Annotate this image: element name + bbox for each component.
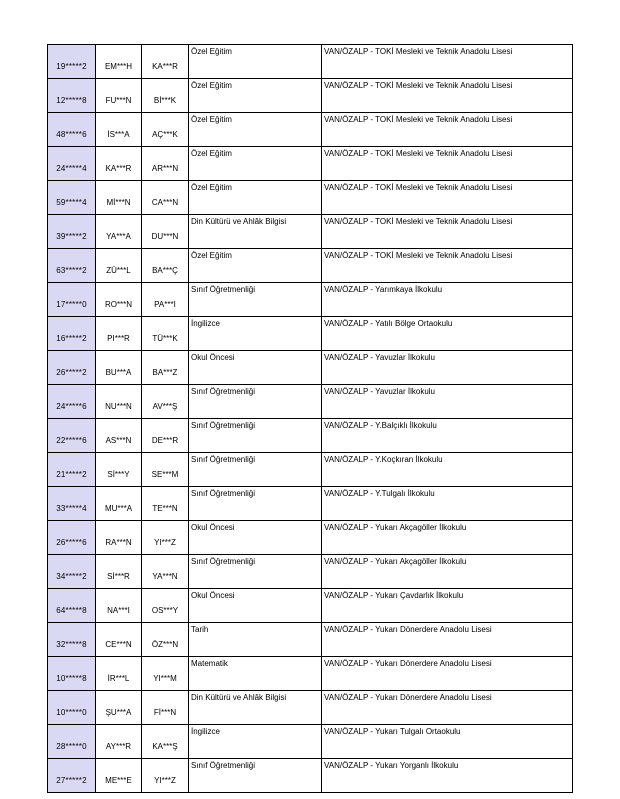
first-name-cell: BU***A: [96, 351, 142, 385]
branch-cell: Matematik: [189, 657, 322, 691]
first-name-cell: KA***R: [96, 147, 142, 181]
table-row: [48, 215, 573, 249]
id-number-cell: 32*****8: [48, 623, 96, 657]
table-row: [48, 147, 573, 181]
first-name-cell: FU***N: [96, 79, 142, 113]
school-cell: VAN/ÖZALP - TOKİ Mesleki ve Teknik Anadolu Lisesi: [322, 79, 573, 113]
id-number-cell: 19*****2: [48, 45, 96, 79]
table-row: [48, 249, 573, 283]
school-cell: VAN/ÖZALP - Yarımkaya İlkokulu: [322, 283, 573, 317]
first-name-cell: Sİ***Y: [96, 453, 142, 487]
branch-cell: İngilizce: [189, 725, 322, 759]
first-name-cell: ME***E: [96, 759, 142, 793]
last-name-cell: BA***Ç: [142, 249, 189, 283]
last-name-cell: DU***N: [142, 215, 189, 249]
school-cell: VAN/ÖZALP - Yatılı Bölge Ortaokulu: [322, 317, 573, 351]
id-number-cell: 17*****0: [48, 283, 96, 317]
last-name-cell: Fİ***N: [142, 691, 189, 725]
last-name-cell: KA***Ş: [142, 725, 189, 759]
last-name-cell: KA***R: [142, 45, 189, 79]
school-cell: VAN/ÖZALP - TOKİ Mesleki ve Teknik Anadolu Lisesi: [322, 249, 573, 283]
school-cell: VAN/ÖZALP - Yukarı Yorganlı İlkokulu: [322, 759, 573, 793]
first-name-cell: İS***A: [96, 113, 142, 147]
branch-cell: Tarih: [189, 623, 322, 657]
school-cell: VAN/ÖZALP - TOKİ Mesleki ve Teknik Anadolu Lisesi: [322, 215, 573, 249]
id-number-cell: 64*****8: [48, 589, 96, 623]
last-name-cell: YA***N: [142, 555, 189, 589]
table-row: [48, 419, 573, 453]
table-row: [48, 45, 573, 79]
table-row: [48, 79, 573, 113]
branch-cell: Sınıf Öğretmenliği: [189, 419, 322, 453]
branch-cell: Okul Öncesi: [189, 521, 322, 555]
id-number-cell: 16*****2: [48, 317, 96, 351]
first-name-cell: NU***N: [96, 385, 142, 419]
table-row: [48, 759, 573, 793]
id-number-cell: 27*****2: [48, 759, 96, 793]
table-row: [48, 351, 573, 385]
last-name-cell: SE***M: [142, 453, 189, 487]
last-name-cell: YI***Z: [142, 759, 189, 793]
first-name-cell: RA***N: [96, 521, 142, 555]
last-name-cell: BA***Z: [142, 351, 189, 385]
last-name-cell: YI***Z: [142, 521, 189, 555]
table-row: [48, 385, 573, 419]
last-name-cell: DE***R: [142, 419, 189, 453]
table-row: [48, 317, 573, 351]
table-row: [48, 453, 573, 487]
id-number-cell: 63*****2: [48, 249, 96, 283]
branch-cell: Okul Öncesi: [189, 351, 322, 385]
first-name-cell: PI***R: [96, 317, 142, 351]
table-row: [48, 691, 573, 725]
branch-cell: Özel Eğitim: [189, 249, 322, 283]
assignment-table: [47, 44, 573, 793]
first-name-cell: AY***R: [96, 725, 142, 759]
id-number-cell: 39*****2: [48, 215, 96, 249]
school-cell: VAN/ÖZALP - Yukarı Çavdarlık İlkokulu: [322, 589, 573, 623]
id-number-cell: 10*****0: [48, 691, 96, 725]
first-name-cell: MU***A: [96, 487, 142, 521]
table-row: [48, 181, 573, 215]
first-name-cell: CE***N: [96, 623, 142, 657]
last-name-cell: TE***N: [142, 487, 189, 521]
branch-cell: Sınıf Öğretmenliği: [189, 555, 322, 589]
school-cell: VAN/ÖZALP - Y.Balçıklı İlkokulu: [322, 419, 573, 453]
table-row: [48, 623, 573, 657]
first-name-cell: Mİ***N: [96, 181, 142, 215]
branch-cell: Özel Eğitim: [189, 45, 322, 79]
first-name-cell: RO***N: [96, 283, 142, 317]
table-row: [48, 725, 573, 759]
branch-cell: Özel Eğitim: [189, 113, 322, 147]
first-name-cell: AS***N: [96, 419, 142, 453]
school-cell: VAN/ÖZALP - Yukarı Dönerdere Anadolu Lisesi: [322, 657, 573, 691]
school-cell: VAN/ÖZALP - TOKİ Mesleki ve Teknik Anadolu Lisesi: [322, 113, 573, 147]
school-cell: VAN/ÖZALP - Yukarı Dönerdere Anadolu Lisesi: [322, 623, 573, 657]
id-number-cell: 24*****6: [48, 385, 96, 419]
last-name-cell: YI***M: [142, 657, 189, 691]
branch-cell: Sınıf Öğretmenliği: [189, 283, 322, 317]
id-number-cell: 24*****4: [48, 147, 96, 181]
id-number-cell: 33*****4: [48, 487, 96, 521]
id-number-cell: 48*****6: [48, 113, 96, 147]
last-name-cell: AÇ***K: [142, 113, 189, 147]
id-number-cell: 28*****0: [48, 725, 96, 759]
branch-cell: Sınıf Öğretmenliği: [189, 487, 322, 521]
id-number-cell: 34*****2: [48, 555, 96, 589]
school-cell: VAN/ÖZALP - TOKİ Mesleki ve Teknik Anadolu Lisesi: [322, 45, 573, 79]
last-name-cell: ÖZ***N: [142, 623, 189, 657]
id-number-cell: 26*****2: [48, 351, 96, 385]
school-cell: VAN/ÖZALP - Yukarı Akçagöller İlkokulu: [322, 555, 573, 589]
school-cell: VAN/ÖZALP - Yukarı Dönerdere Anadolu Lisesi: [322, 691, 573, 725]
last-name-cell: AV***Ş: [142, 385, 189, 419]
branch-cell: Sınıf Öğretmenliği: [189, 453, 322, 487]
school-cell: VAN/ÖZALP - Y.Koçkıran İlkokulu: [322, 453, 573, 487]
first-name-cell: YA***A: [96, 215, 142, 249]
last-name-cell: PA***I: [142, 283, 189, 317]
last-name-cell: CA***N: [142, 181, 189, 215]
first-name-cell: NA***I: [96, 589, 142, 623]
last-name-cell: TÜ***K: [142, 317, 189, 351]
table-row: [48, 555, 573, 589]
school-cell: VAN/ÖZALP - Y.Tulgalı İlkokulu: [322, 487, 573, 521]
id-number-cell: 22*****6: [48, 419, 96, 453]
id-number-cell: 12*****8: [48, 79, 96, 113]
table-row: [48, 657, 573, 691]
first-name-cell: İR***L: [96, 657, 142, 691]
school-cell: VAN/ÖZALP - Yavuzlar İlkokulu: [322, 351, 573, 385]
school-cell: VAN/ÖZALP - Yukarı Tulgalı Ortaokulu: [322, 725, 573, 759]
table-row: [48, 589, 573, 623]
table-row: [48, 521, 573, 555]
first-name-cell: ŞU***A: [96, 691, 142, 725]
school-cell: VAN/ÖZALP - TOKİ Mesleki ve Teknik Anadolu Lisesi: [322, 181, 573, 215]
branch-cell: Okul Öncesi: [189, 589, 322, 623]
branch-cell: Sınıf Öğretmenliği: [189, 385, 322, 419]
branch-cell: Din Kültürü ve Ahlâk Bilgisi: [189, 215, 322, 249]
branch-cell: Din Kültürü ve Ahlâk Bilgisi: [189, 691, 322, 725]
school-cell: VAN/ÖZALP - Yukarı Akçagöller İlkokulu: [322, 521, 573, 555]
branch-cell: Özel Eğitim: [189, 147, 322, 181]
branch-cell: Sınıf Öğretmenliği: [189, 759, 322, 793]
table-row: [48, 487, 573, 521]
branch-cell: Özel Eğitim: [189, 79, 322, 113]
branch-cell: Özel Eğitim: [189, 181, 322, 215]
last-name-cell: AR***N: [142, 147, 189, 181]
table-row: [48, 283, 573, 317]
school-cell: VAN/ÖZALP - TOKİ Mesleki ve Teknik Anadolu Lisesi: [322, 147, 573, 181]
table-body: [48, 45, 573, 793]
id-number-cell: 26*****6: [48, 521, 96, 555]
first-name-cell: Sİ***R: [96, 555, 142, 589]
branch-cell: İngilizce: [189, 317, 322, 351]
first-name-cell: EM***H: [96, 45, 142, 79]
id-number-cell: 21*****2: [48, 453, 96, 487]
id-number-cell: 10*****8: [48, 657, 96, 691]
id-number-cell: 59*****4: [48, 181, 96, 215]
school-cell: VAN/ÖZALP - Yavuzlar İlkokulu: [322, 385, 573, 419]
first-name-cell: ZÜ***L: [96, 249, 142, 283]
table-row: [48, 113, 573, 147]
last-name-cell: Bİ***K: [142, 79, 189, 113]
last-name-cell: OS***Y: [142, 589, 189, 623]
